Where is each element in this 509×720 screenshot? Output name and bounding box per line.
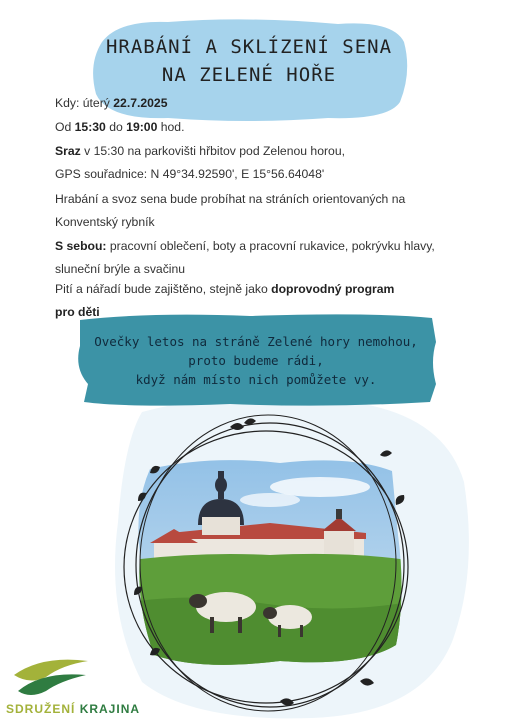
time-line — [55, 120, 184, 135]
bring-text: pracovní oblečení, boty a pracovní rukavice, pokrývku hlavy, sluneční brýle a svačinu — [55, 239, 435, 276]
bring-line — [55, 235, 461, 281]
date-line — [55, 96, 168, 111]
gps-line: GPS souřadnice: N 49°34.92590', E 15°56.64048' — [55, 167, 325, 181]
message-line-3: když nám místo nich pomůžete vy. — [135, 372, 377, 387]
program-suffix: pro děti — [55, 305, 100, 319]
time-to: 19:00 — [126, 120, 158, 134]
logo-text — [6, 702, 140, 716]
message-line-1: Ovečky letos na stráně Zelené hory nemohou, — [94, 334, 418, 349]
date-label: Kdy: úterý — [55, 96, 114, 110]
date-value: 22.7.2025 — [113, 96, 168, 110]
time-from-label: Od — [55, 120, 75, 134]
sdruzeni-krajina-logo-icon — [12, 655, 90, 701]
time-from: 15:30 — [74, 120, 106, 134]
church-sheep-photo — [110, 405, 414, 715]
bring-label: S sebou: — [55, 239, 107, 253]
meeting-line — [55, 144, 345, 159]
logo-word-1: SDRUŽENÍ — [6, 702, 76, 716]
meeting-text: v 15:30 na parkovišti hřbitov pod Zelenou horou, — [80, 144, 345, 158]
message-line-2: proto budeme rádi, — [188, 353, 324, 368]
description-text: Hrabání a svoz sena bude probíhat na stráních orientovaných na Konventský rybník — [55, 192, 406, 229]
time-mid: do — [105, 120, 127, 134]
title-line-1: HRABÁNÍ A SKLÍZENÍ SENA — [105, 36, 393, 58]
program-label: doprovodný program — [271, 282, 395, 296]
meeting-label: Sraz — [55, 144, 81, 158]
title-line-2: NA ZELENÉ HOŘE — [161, 64, 337, 86]
time-suffix: hod. — [157, 120, 185, 134]
provided-line — [55, 282, 394, 297]
logo-word-2: KRAJINA — [79, 702, 141, 716]
provided-text: Pití a nářadí bude zajištěno, stejně jako — [55, 282, 272, 296]
